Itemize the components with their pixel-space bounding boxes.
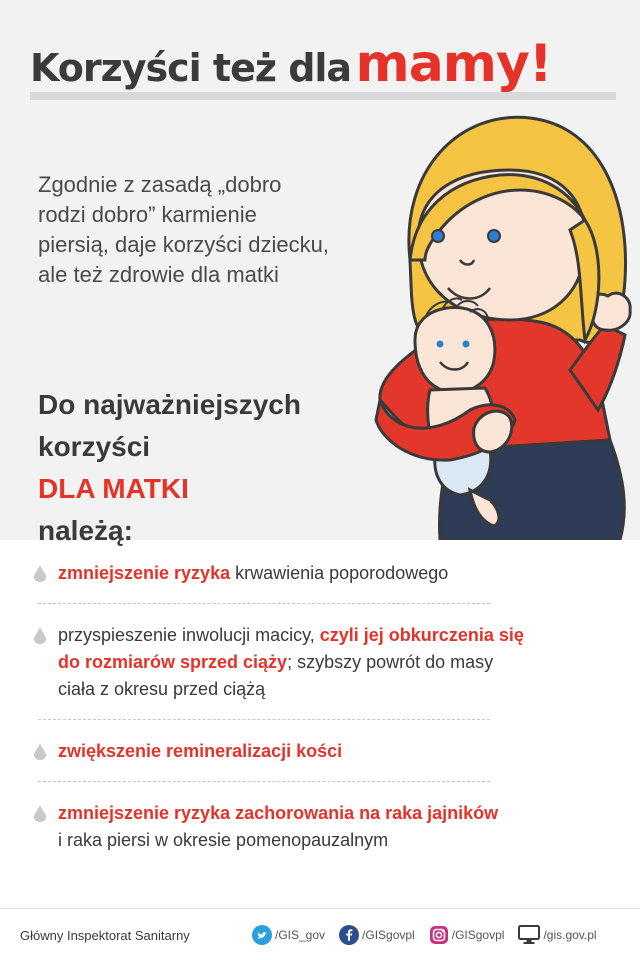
twitter-handle: /GIS_gov <box>275 928 326 942</box>
baby-eye-right <box>463 341 470 348</box>
benefit-red: do rozmiarów sprzed ciąży <box>58 652 288 672</box>
divider <box>38 719 490 720</box>
divider <box>38 781 490 782</box>
website-url: /gis.gov.pl <box>543 928 597 942</box>
benefits-list <box>30 560 610 854</box>
organization-name: Główny Inspektorat Sanitarny <box>20 927 190 943</box>
droplet-icon <box>34 627 46 644</box>
lead-line3: należą: <box>38 515 133 546</box>
twitter-link[interactable] <box>252 925 325 945</box>
twitter-icon <box>252 925 272 945</box>
benefit-red: zwiększenie remineralizacji kości <box>58 741 343 761</box>
list-item <box>30 738 610 765</box>
intro-line: ale też zdrowie dla matki <box>38 262 279 287</box>
page-title <box>30 28 610 104</box>
droplet-icon <box>34 565 46 582</box>
droplet-icon <box>34 805 46 822</box>
instagram-link[interactable] <box>429 925 505 945</box>
facebook-handle: /GISgovpl <box>362 928 415 942</box>
droplet-icon <box>34 743 46 760</box>
intro-text <box>38 170 378 290</box>
instagram-icon <box>429 925 449 945</box>
title-part2: mamy! <box>355 34 552 94</box>
list-item <box>30 560 610 587</box>
title-part1: Korzyści też dla <box>30 46 352 90</box>
facebook-link[interactable] <box>339 925 415 945</box>
benefit-text: ciała z okresu przed ciążą <box>58 679 266 699</box>
benefit-red: zmniejszenie ryzyka zachorowania na raka jajników <box>58 803 499 823</box>
lead-line2-pre: korzyści <box>38 431 151 462</box>
instagram-handle: /GISgovpl <box>451 928 505 942</box>
monitor-icon <box>518 925 540 945</box>
intro-line: rodzi dobro” karmienie <box>38 202 257 227</box>
divider <box>38 603 490 604</box>
list-item <box>30 622 610 703</box>
list-item <box>30 800 610 854</box>
benefit-red: zmniejszenie ryzyka <box>58 563 231 583</box>
mother-eye-right <box>488 230 500 242</box>
benefit-text: przyspieszenie inwolucji macicy, <box>58 625 320 645</box>
intro-line: Zgodnie z zasadą „dobro <box>38 172 282 197</box>
footer <box>0 910 640 960</box>
lead-line1: Do najważniejszych <box>38 389 301 420</box>
lead-highlight: DLA MATKI <box>38 473 189 504</box>
website-link[interactable] <box>518 925 596 945</box>
footer-divider <box>0 908 640 909</box>
benefit-text: ; szybszy powrót do masy <box>287 652 494 672</box>
baby-head <box>415 307 495 392</box>
facebook-icon <box>339 925 359 945</box>
mother-eye-left <box>432 230 444 242</box>
lead-line2 <box>38 426 301 510</box>
benefit-red: czyli jej obkurczenia się <box>319 625 524 645</box>
baby-eye-left <box>437 341 444 348</box>
mother-baby-illustration <box>370 110 640 540</box>
intro-line: piersią, daje korzyści dziecku, <box>38 232 330 257</box>
lead-heading <box>38 384 301 552</box>
benefit-text: i raka piersi w okresie pomenopauzalnym <box>58 830 389 850</box>
benefit-text: krwawienia poporodowego <box>230 563 449 583</box>
